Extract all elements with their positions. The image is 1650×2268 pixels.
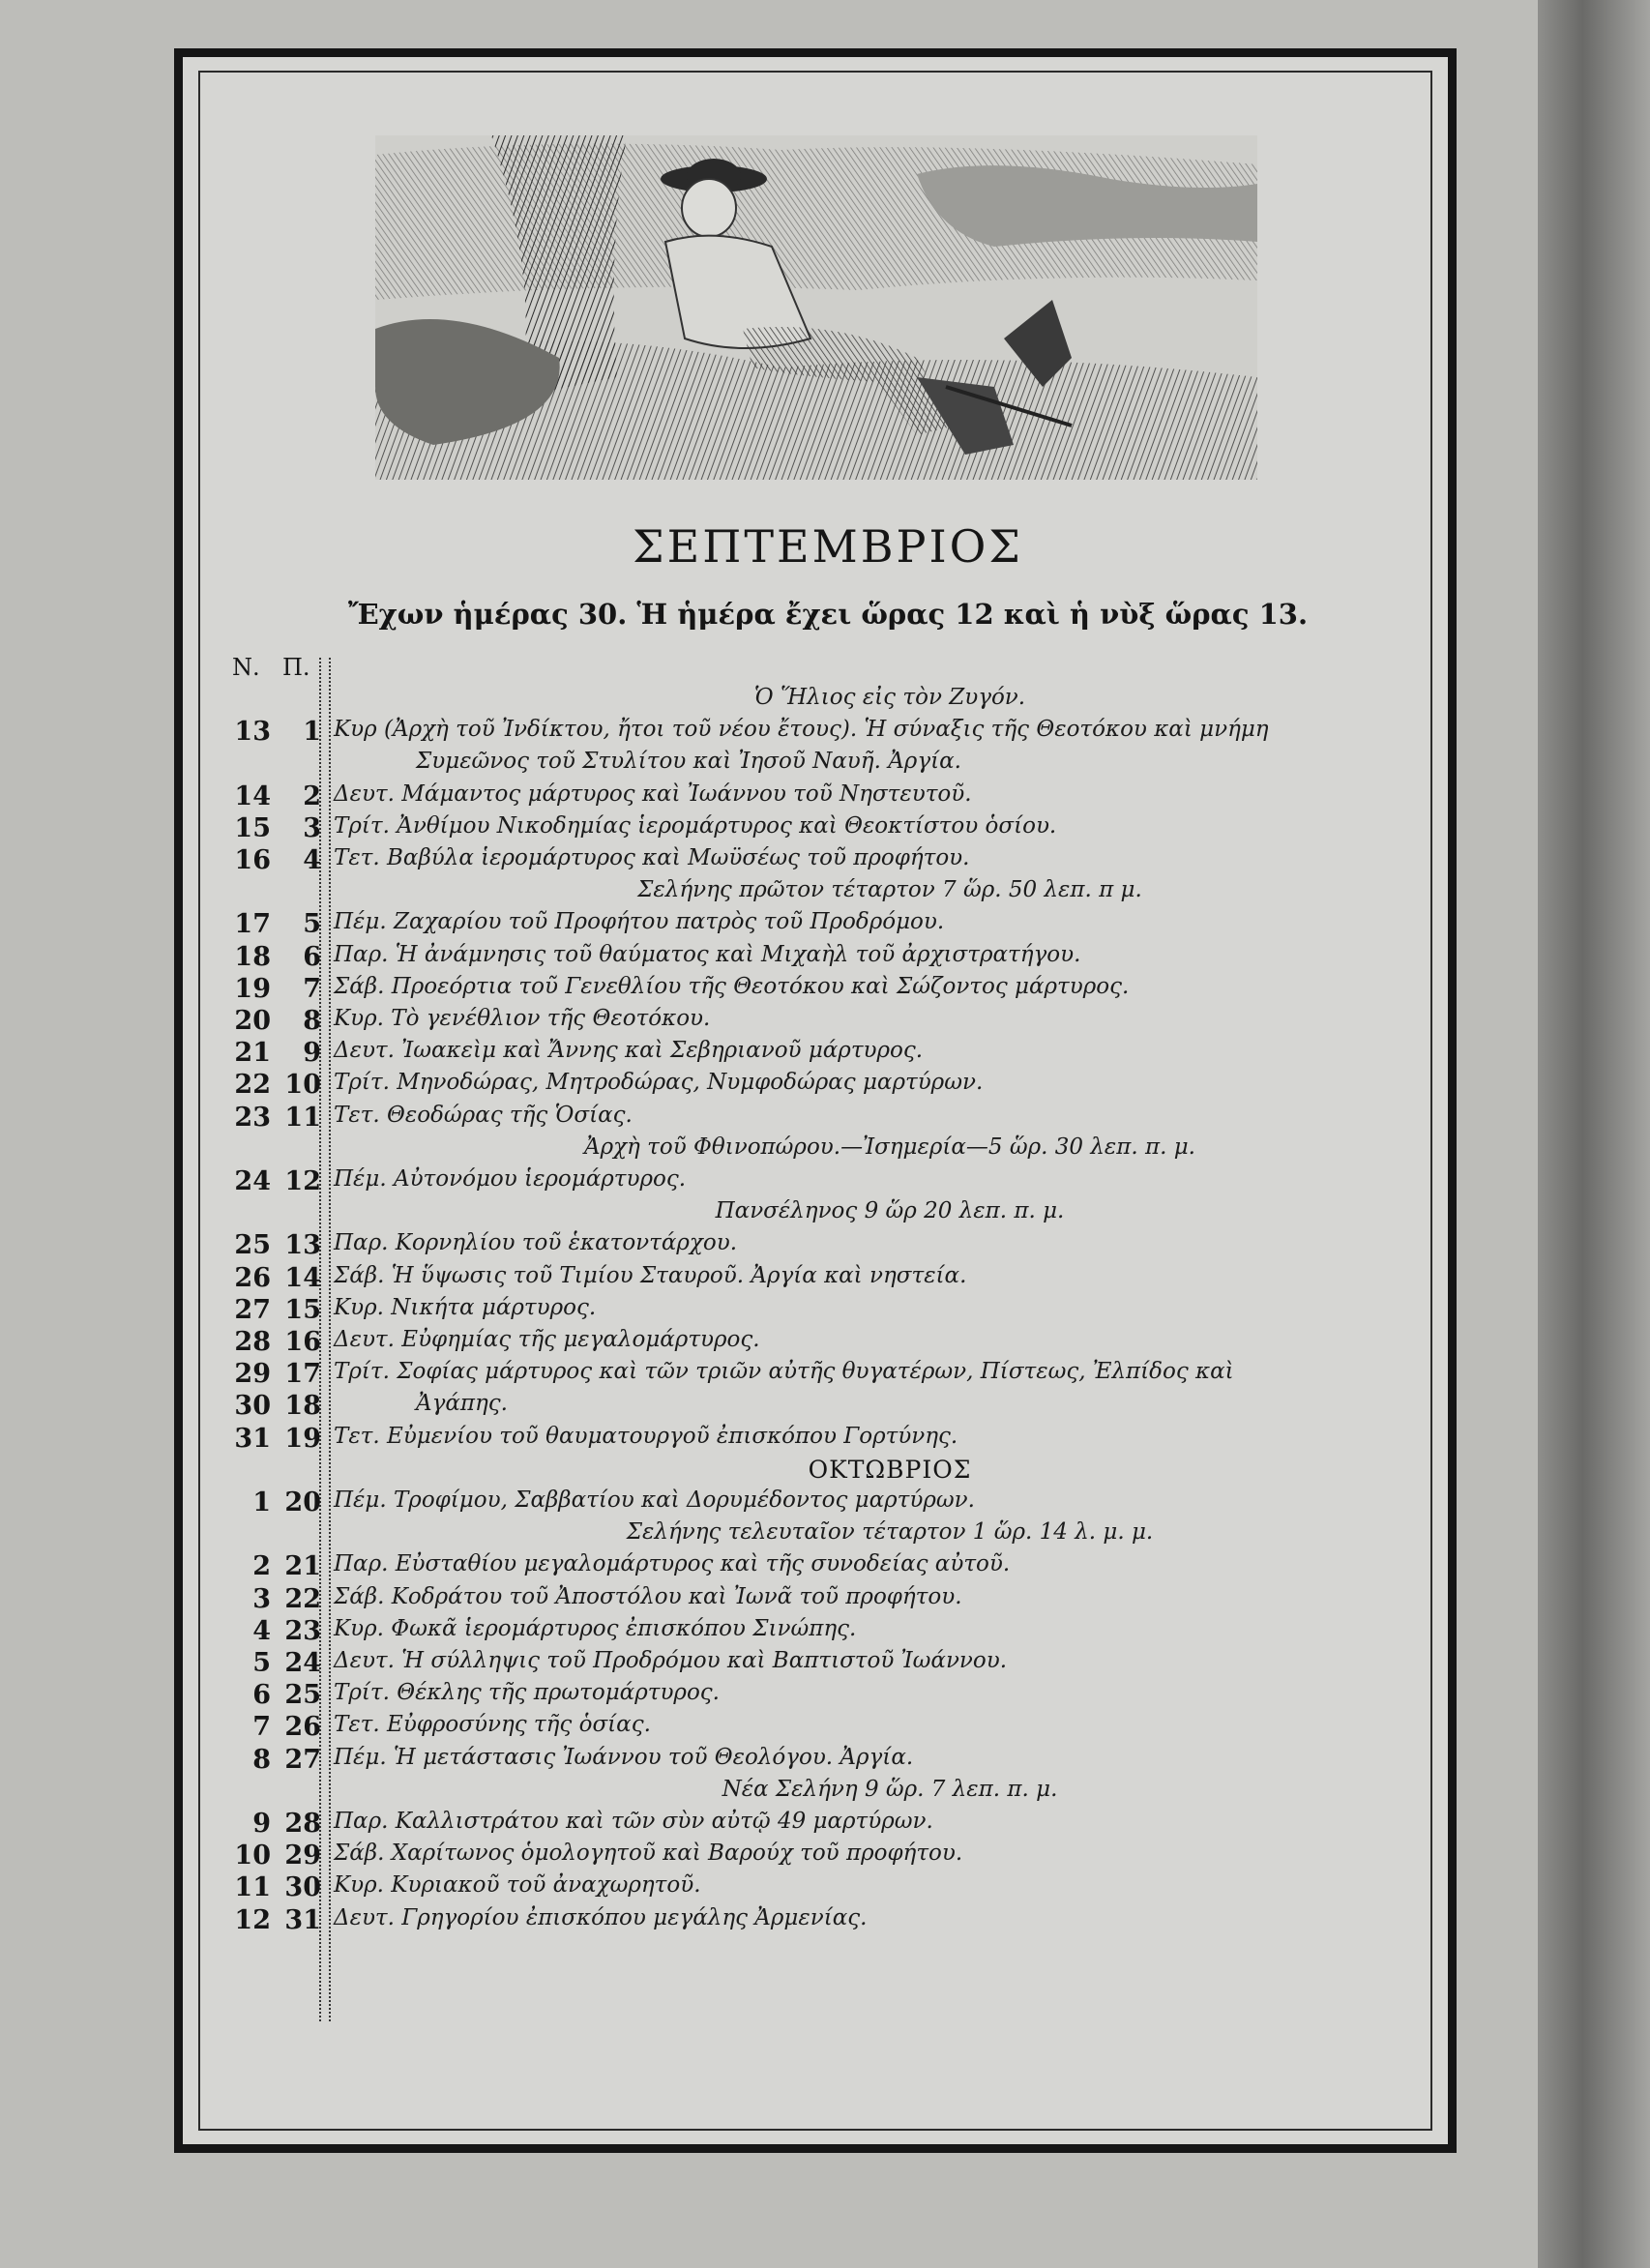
column-header-p: Π. — [282, 654, 310, 681]
old-style-day-number: 9 — [303, 1038, 321, 1068]
old-style-day-number: 2 — [303, 781, 321, 811]
old-style-day-number: 17 — [284, 1359, 321, 1389]
astronomical-note: Σελήνης πρῶτον τέταρτον 7 ὥρ. 50 λεπ. π μ. — [637, 877, 1142, 902]
old-style-day-number: 4 — [303, 845, 321, 875]
month-summary: Ἔχων ἡμέρας 30. Ἡ ἡμέρα ἔχει ὥρας 12 καὶ ἡ νὺξ ὥρας 13. — [347, 598, 1309, 631]
feast-text: Παρ. Κορνηλίου τοῦ ἑκατοντάρχου. — [334, 1230, 738, 1255]
old-style-day-number: 22 — [284, 1584, 321, 1614]
julian-day-number: 7 — [252, 1712, 271, 1742]
feast-text: Τετ. Θεοδώρας τῆς Ὁσίας. — [334, 1103, 633, 1128]
old-style-day-number: 10 — [284, 1070, 321, 1100]
feast-text: Τρίτ. Μηνοδώρας, Μητροδώρας, Νυμφοδώρας μαρτύρων. — [334, 1070, 984, 1095]
note-row — [0, 1777, 1451, 1808]
julian-day-number: 15 — [234, 813, 271, 843]
note-row — [0, 685, 1451, 716]
feast-text: Κυρ. Κυριακοῦ τοῦ ἀναχωρητοῦ. — [334, 1872, 701, 1898]
calendar-row — [0, 781, 1451, 812]
astronomical-note: Νέα Σελήνη 9 ὥρ. 7 λεπ. π. μ. — [722, 1777, 1058, 1802]
julian-day-number: 31 — [234, 1424, 271, 1454]
note-row — [0, 1134, 1451, 1165]
calendar-row — [0, 1295, 1451, 1326]
feast-text: Κυρ. Φωκᾶ ἱερομάρτυρος ἐπισκόπου Σινώπης. — [334, 1616, 857, 1641]
calendar-row — [0, 1103, 1451, 1134]
calendar-row — [0, 1038, 1451, 1069]
old-style-day-number: 15 — [284, 1295, 321, 1325]
julian-day-number: 19 — [234, 974, 271, 1004]
old-style-day-number: 28 — [284, 1809, 321, 1839]
calendar-row — [0, 1327, 1451, 1358]
julian-day-number: 20 — [234, 1006, 271, 1036]
calendar-row — [0, 1905, 1451, 1936]
julian-day-number: 3 — [252, 1584, 271, 1614]
feast-text: Σάβ. Κοδράτου τοῦ Ἀποστόλου καὶ Ἰωνᾶ τοῦ προφήτου. — [334, 1584, 962, 1609]
calendar-row — [0, 942, 1451, 973]
feast-text: Δευτ. Ἰωακεὶμ καὶ Ἄννης καὶ Σεβηριανοῦ μάρτυρος. — [334, 1038, 924, 1063]
julian-day-number: 25 — [234, 1230, 271, 1260]
feast-text: Παρ. Καλλιστράτου καὶ τῶν σὺν αὐτῷ 49 μαρτύρων. — [334, 1809, 933, 1834]
feast-text: Παρ. Ἡ ἀνάμνησις τοῦ θαύματος καὶ Μιχαὴλ τοῦ ἀρχιστρατήγου. — [334, 942, 1081, 967]
calendar-row — [0, 1359, 1451, 1390]
julian-day-number: 4 — [252, 1616, 271, 1646]
calendar-row — [0, 845, 1451, 876]
julian-day-number: 17 — [234, 909, 271, 939]
old-style-day-number: 6 — [303, 942, 321, 972]
julian-day-number: 22 — [234, 1070, 271, 1100]
old-style-day-number: 23 — [284, 1616, 321, 1646]
calendar-row — [0, 974, 1451, 1005]
feast-text: Κυρ. Νικήτα μάρτυρος. — [334, 1295, 597, 1320]
old-style-day-number: 5 — [303, 909, 321, 939]
note-row — [0, 877, 1451, 908]
month-heading-row — [0, 1456, 1451, 1487]
julian-day-number: 24 — [234, 1166, 271, 1196]
old-style-day-number: 29 — [284, 1841, 321, 1870]
calendar-row — [0, 909, 1451, 940]
calendar-row — [0, 1166, 1451, 1197]
month-heading: ΟΚΤΩΒΡΙΟΣ — [808, 1456, 972, 1484]
note-row — [0, 1198, 1451, 1229]
julian-day-number: 28 — [234, 1327, 271, 1357]
engraving-illustration — [375, 135, 1257, 480]
calendar-row — [0, 1006, 1451, 1037]
julian-day-number: 11 — [234, 1872, 271, 1902]
old-style-day-number: 16 — [284, 1327, 321, 1357]
feast-text: Σάβ. Ἡ ὕψωσις τοῦ Τιμίου Σταυροῦ. Ἀργία καὶ νηστεία. — [334, 1263, 967, 1288]
old-style-day-number: 13 — [284, 1230, 321, 1260]
old-style-day-number: 25 — [284, 1680, 321, 1710]
old-style-day-number: 26 — [284, 1712, 321, 1742]
julian-day-number: 23 — [234, 1103, 271, 1133]
note-row — [0, 749, 1451, 780]
feast-text: Κυρ. Τὸ γενέθλιον τῆς Θεοτόκου. — [334, 1006, 711, 1031]
julian-day-number: 18 — [234, 942, 271, 972]
old-style-day-number: 3 — [303, 813, 321, 843]
feast-text: Παρ. Εὐσταθίου μεγαλομάρτυρος καὶ τῆς συνοδείας αὐτοῦ. — [334, 1551, 1011, 1576]
feast-text-continued: Συμεῶνος τοῦ Στυλίτου καὶ Ἰησοῦ Ναυῆ. Ἀργία. — [416, 749, 961, 774]
calendar-row — [0, 1487, 1451, 1518]
feast-text: Ἀγάπης. — [416, 1391, 508, 1416]
old-style-day-number: 24 — [284, 1648, 321, 1678]
feast-text: Τρίτ. Ἀνθίμου Νικοδημίας ἱερομάρτυρος καὶ Θεοκτίστου ὁσίου. — [334, 813, 1057, 839]
calendar-row — [0, 1391, 1451, 1422]
calendar-row — [0, 1648, 1451, 1679]
feast-text: Τρίτ. Σοφίας μάρτυρος καὶ τῶν τριῶν αὐτῆς θυγατέρων, Πίστεως, Ἐλπίδος καὶ — [334, 1359, 1234, 1384]
julian-day-number: 2 — [252, 1551, 271, 1581]
julian-day-number: 26 — [234, 1263, 271, 1293]
calendar-row — [0, 1680, 1451, 1711]
book-spine-edge — [1538, 0, 1650, 2268]
calendar-row — [0, 1712, 1451, 1743]
old-style-day-number: 20 — [284, 1487, 321, 1517]
old-style-day-number: 14 — [284, 1263, 321, 1293]
feast-text: Τρίτ. Θέκλης τῆς πρωτομάρτυρος. — [334, 1680, 720, 1705]
julian-day-number: 12 — [234, 1905, 271, 1935]
julian-day-number: 21 — [234, 1038, 271, 1068]
calendar-row — [0, 717, 1451, 748]
old-style-day-number: 7 — [303, 974, 321, 1004]
julian-day-number: 8 — [252, 1745, 271, 1775]
feast-text: Τετ. Βαβύλα ἱερομάρτυρος καὶ Μωϋσέως τοῦ προφήτου. — [334, 845, 970, 870]
calendar-row — [0, 1424, 1451, 1455]
calendar-row — [0, 1809, 1451, 1840]
old-style-day-number: 11 — [284, 1103, 321, 1133]
old-style-day-number: 30 — [284, 1872, 321, 1902]
feast-text: Δευτ. Γρηγορίου ἐπισκόπου μεγάλης Ἀρμενίας. — [334, 1905, 868, 1930]
old-style-day-number: 31 — [284, 1905, 321, 1935]
calendar-row — [0, 813, 1451, 844]
calendar-row — [0, 1584, 1451, 1615]
julian-day-number: 30 — [234, 1391, 271, 1421]
calendar-row — [0, 1745, 1451, 1776]
feast-text: Δευτ. Μάμαντος μάρτυρος καὶ Ἰωάννου τοῦ Νηστευτοῦ. — [334, 781, 972, 807]
calendar-row — [0, 1616, 1451, 1647]
feast-text: Τετ. Εὐφροσύνης τῆς ὁσίας. — [334, 1712, 651, 1737]
column-header-n: Ν. — [232, 654, 260, 681]
julian-day-number: 5 — [252, 1648, 271, 1678]
page-title: ΣΕΠΤΕΜΒΡΙΟΣ — [633, 520, 1023, 573]
julian-day-number: 16 — [234, 845, 271, 875]
feast-text: Δευτ. Ἡ σύλληψις τοῦ Προδρόμου καὶ Βαπτιστοῦ Ἰωάννου. — [334, 1648, 1008, 1673]
calendar-row — [0, 1551, 1451, 1582]
feast-text: Πέμ. Ἡ μετάστασις Ἰωάννου τοῦ Θεολόγου. Ἀργία. — [334, 1745, 914, 1770]
feast-text: Σάβ. Χαρίτωνος ὁμολογητοῦ καὶ Βαρούχ τοῦ προφήτου. — [334, 1841, 963, 1866]
calendar-row — [0, 1872, 1451, 1903]
julian-day-number: 9 — [252, 1809, 271, 1839]
feast-text: Σάβ. Προεόρτια τοῦ Γενεθλίου τῆς Θεοτόκου καὶ Σώζοντος μάρτυρος. — [334, 974, 1130, 999]
calendar-row — [0, 1070, 1451, 1101]
calendar-row — [0, 1230, 1451, 1261]
julian-day-number: 29 — [234, 1359, 271, 1389]
feast-text: Πέμ. Ζαχαρίου τοῦ Προφήτου πατρὸς τοῦ Προδρόμου. — [334, 909, 945, 934]
old-style-day-number: 19 — [284, 1424, 321, 1454]
old-style-day-number: 18 — [284, 1391, 321, 1421]
feast-text: Κυρ (Ἀρχὴ τοῦ Ἰνδίκτου, ἤτοι τοῦ νέου ἔτους). Ἡ σύναξις τῆς Θεοτόκου καὶ μνήμη — [334, 717, 1269, 742]
old-style-day-number: 21 — [284, 1551, 321, 1581]
feast-text: Τετ. Εὐμενίου τοῦ θαυματουργοῦ ἐπισκόπου Γορτύνης. — [334, 1424, 958, 1449]
feast-text: Δευτ. Εὐφημίας τῆς μεγαλομάρτυρος. — [334, 1327, 760, 1352]
astronomical-note: Σελήνης τελευταῖον τέταρτον 1 ὥρ. 14 λ. μ. μ. — [626, 1519, 1154, 1545]
old-style-day-number: 8 — [303, 1006, 321, 1036]
julian-day-number: 14 — [234, 781, 271, 811]
julian-day-number: 27 — [234, 1295, 271, 1325]
calendar-row — [0, 1263, 1451, 1294]
astronomical-note: Πανσέληνος 9 ὥρ 20 λεπ. π. μ. — [715, 1198, 1065, 1223]
old-style-day-number: 1 — [303, 717, 321, 747]
astronomical-note: Ἀρχὴ τοῦ Φθινοπώρου.—Ἰσημερία—5 ὥρ. 30 λεπ. π. μ. — [583, 1134, 1195, 1160]
julian-day-number: 6 — [252, 1680, 271, 1710]
julian-day-number: 1 — [252, 1487, 271, 1517]
calendar-row — [0, 1841, 1451, 1871]
julian-day-number: 10 — [234, 1841, 271, 1870]
feast-text: Πέμ. Τροφίμου, Σαββατίου καὶ Δορυμέδοντος μαρτύρων. — [334, 1487, 975, 1513]
note-row — [0, 1519, 1451, 1550]
julian-day-number: 13 — [234, 717, 271, 747]
old-style-day-number: 12 — [284, 1166, 321, 1196]
old-style-day-number: 27 — [284, 1745, 321, 1775]
astronomical-note: Ὁ Ἥλιος εἰς τὸν Ζυγόν. — [753, 685, 1026, 710]
feast-text: Πέμ. Αὐτονόμου ἱερομάρτυρος. — [334, 1166, 687, 1192]
